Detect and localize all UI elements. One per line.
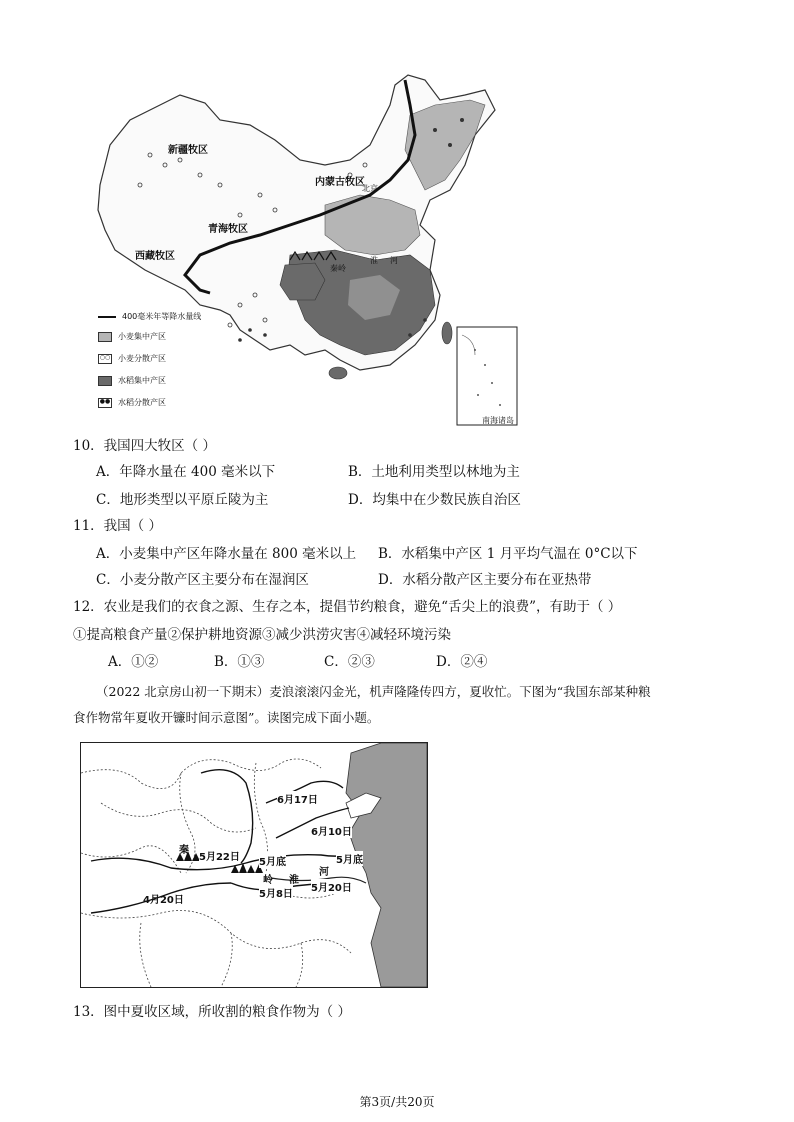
- q11-stem: 11．我国（ ）: [73, 518, 162, 534]
- q10-option-b[interactable]: B．土地利用类型以林地为主: [348, 464, 520, 480]
- label-may22: 5月22日: [199, 848, 240, 863]
- beijing-label: 北京: [362, 184, 378, 193]
- label-may-end-1: 5月底: [259, 853, 286, 868]
- label-qin: 秦: [179, 845, 189, 856]
- qinghai-label: 青海牧区: [208, 224, 248, 235]
- q10-option-c[interactable]: C．地形类型以平原丘陵为主: [96, 492, 269, 508]
- harvest-map-graphic: [81, 743, 427, 987]
- q12-option-c[interactable]: C．②③: [324, 654, 375, 670]
- harvest-time-map: [80, 742, 428, 988]
- q11-option-c[interactable]: C．小麦分散产区主要分布在湿润区: [96, 572, 309, 588]
- legend-rice-scattered: [98, 397, 166, 408]
- q13-stem: 13．图中夏收区域，所收割的粮食作物为（ ）: [73, 1004, 351, 1020]
- q12-option-d[interactable]: D．②④: [436, 654, 488, 670]
- neimenggu-label: 内蒙古牧区: [315, 177, 365, 188]
- he-label: 河: [390, 256, 398, 265]
- legend-swatch: ○○: [98, 354, 112, 364]
- label-he: 河: [319, 867, 329, 878]
- label-jun10: 6月10日: [311, 823, 352, 838]
- intro-line-2: 食作物常年夏收开镰时间示意图”。读图完成下面小题。: [73, 710, 380, 725]
- q12-items: ①提高粮食产量②保护耕地资源③减少洪涝灾害④减轻环境污染: [73, 627, 451, 643]
- legend-label: 小麦分散产区: [118, 354, 166, 363]
- label-may20: 5月20日: [311, 879, 352, 894]
- q10-option-a[interactable]: A．年降水量在 400 毫米以下: [96, 464, 276, 480]
- q12-stem: 12．农业是我们的衣食之源、生存之本，提倡节约粮食，避免“舌尖上的浪费”，有助于（ ）: [73, 599, 622, 615]
- q11-option-b[interactable]: B．水稻集中产区 1 月平均气温在 0°C以下: [378, 546, 638, 562]
- label-huai: 淮: [289, 875, 299, 886]
- legend-label: 小麦集中产区: [118, 332, 166, 341]
- legend-isohyet: [98, 311, 201, 322]
- legend-label: 400毫米年等降水量线: [122, 312, 202, 321]
- legend-label: 水稻集中产区: [118, 376, 166, 385]
- intro-line-1: （2022 北京房山初一下期末）麦浪滚滚闪金光，机声隆隆传四方，夏收忙。下图为“我国东部某种粮: [96, 684, 651, 699]
- xinjiang-label: 新疆牧区: [168, 145, 208, 156]
- legend-rice-concentrated: [98, 375, 166, 386]
- legend-swatch: [98, 332, 112, 342]
- legend-wheat-scattered: [98, 353, 166, 364]
- qinling-label: 秦岭: [330, 264, 346, 273]
- nanhai-label: 南海诸岛: [482, 416, 514, 425]
- legend-swatch: [98, 376, 112, 386]
- china-agriculture-map: [90, 65, 535, 430]
- label-apr20: 4月20日: [143, 895, 184, 906]
- label-may-end-2: 5月底: [336, 851, 363, 866]
- q12-option-a[interactable]: A．①②: [108, 654, 159, 670]
- legend-label: 水稻分散产区: [118, 398, 166, 407]
- label-jun17: 6月17日: [277, 791, 318, 806]
- legend-wheat-concentrated: [98, 331, 166, 342]
- q12-option-b[interactable]: B．①③: [214, 654, 265, 670]
- huai-label: 淮: [370, 256, 378, 265]
- label-may8: 5月8日: [259, 885, 293, 900]
- xizang-label: 西藏牧区: [135, 251, 175, 262]
- legend-swatch: ●●: [98, 398, 112, 408]
- q10-option-d[interactable]: D．均集中在少数民族自治区: [348, 492, 521, 508]
- q11-option-a[interactable]: A．小麦集中产区年降水量在 800 毫米以上: [96, 546, 357, 562]
- q10-stem: 10．我国四大牧区（ ）: [73, 438, 216, 454]
- label-ling: 岭: [263, 875, 273, 886]
- q11-option-d[interactable]: D．水稻分散产区主要分布在亚热带: [378, 572, 592, 588]
- page-number: 第3页/共20页: [359, 1095, 435, 1109]
- legend-line-swatch: [98, 316, 116, 318]
